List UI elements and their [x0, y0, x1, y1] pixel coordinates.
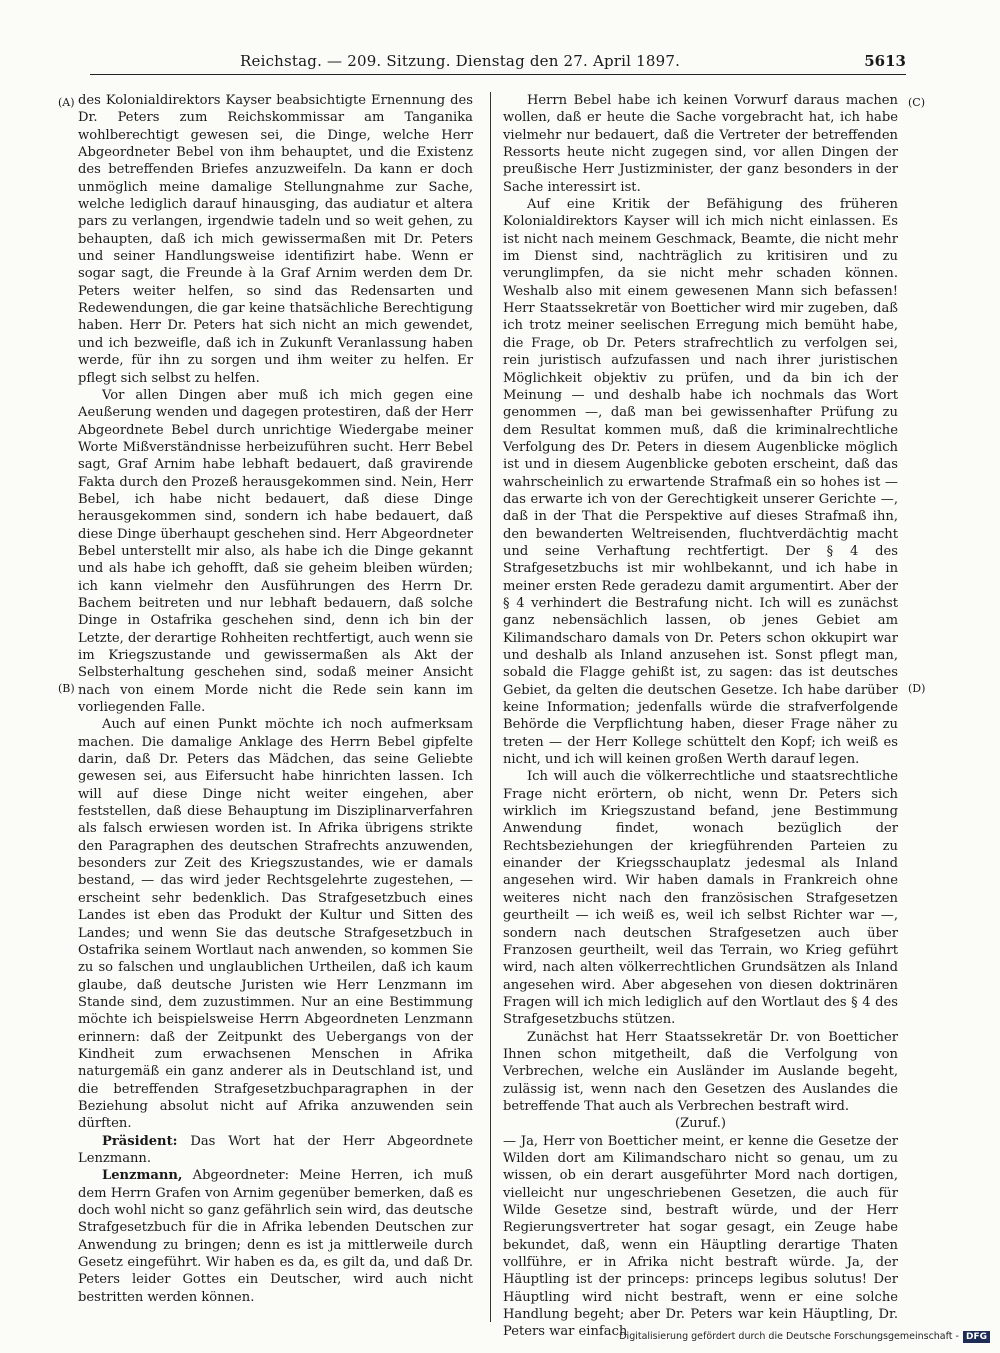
- paragraph: Herrn Bebel habe ich keinen Vorwurf daraus machen wollen, daß er heute die Sache vorgebracht hat, ich habe vielmehr nur bedauert, daß die Vertreter der betreffenden Ressorts heute nicht zugegen sind, vor allen Dingen der preußische Herr Justizminister, der ganz besonders in der Sache interessirt ist.: [503, 93, 898, 195]
- paragraph: Auf eine Kritik der Befähigung des früheren Kolonialdirektors Kayser will ich mich nicht einlassen. Es ist nicht nach meinem Geschmack, Beamte, die nicht mehr im Dienst sind, nachträglich zu kritisiren und zu verunglimpfen, da sie nicht mehr schaden können. Weshalb also mit einem gewesenen Mann sich befassen! Herr Staatssekretär von Boetticher wird mir zugeben, daß ich trotz meiner seelischen Erregung mich bemüht habe, die Frage, ob Dr. Peters strafrechtlich zu verfolgen sei, rein juristisch aufzufassen und nach ihrer juristischen Möglichkeit objektiv zu prüfen, und da bin ich der Meinung — und deshalb habe ich nochmals das Wort genommen —, daß man bei gewissenhafter Prüfung zu dem Resultat kommen muß, daß die kriminalrechtliche Verfolgung des Dr. Peters in diesem Augenblicke möglich ist und in diesem Augenblicke geboten erscheint, daß das wahrscheinlich zu erwartende Strafmaß ein so hohes ist — das erwarte ich von der Gerechtigkeit unserer Gerichte —, daß in der That die Perspektive auf dieses Strafmaß ihn, den bewanderten Weltreisenden, fluchtverdächtig macht und seine Verhaftung rechtfertigt. Der § 4 des Strafgesetzbuchs ist mir wohlbekannt, und ich habe in meiner ersten Rede geradezu damit argumentirt. Aber der § 4 verhindert die Bestrafung nicht. Ich will es zunächst ganz nebensächlich lassen, ob jenes Gebiet am Kilimandscharo damals von Dr. Peters schon okkupirt war und deshalb als Inland anzusehen ist. Sonst pflegt man, sobald die Flagge gehißt ist, zu sagen: das ist deutsches Gebiet, da gelten die deutschen Gesetze. Ich habe darüber keine Information; jedenfalls würde die strafverfolgende Behörde die Verpflichtung haben, dieser Frage näher zu treten — der Herr Kollege schüttelt den Kopf; ich weiß es nicht, und ich will keinen großen Werth darauf legen.: [503, 197, 898, 768]
- page-header: [90, 52, 906, 75]
- paragraph: Zunächst hat Herr Staatssekretär Dr. von Boetticher Ihnen schon mitgetheilt, daß die Verfolgung von Verbrechen, welche ein Ausländer im Auslande begeht, zulässig ist, wenn nach den Gesetzen des Auslandes die betreffende That auch als Verbrechen bestraft wird.: [503, 1029, 898, 1114]
- page-number: 5613: [864, 52, 906, 70]
- running-title: Reichstag. — 209. Sitzung. Dienstag den 27. April 1897.: [240, 52, 681, 70]
- credit-text: Digitalisierung gefördert durch die Deutsche Forschungsgemeinschaft -: [619, 1331, 959, 1342]
- speech-text: Das Wort hat der Herr Abgeordnete Lenzmann.: [78, 1133, 473, 1166]
- speech-text: Abgeordneter: Meine Herren, ich muß dem Herrn Grafen von Arnim gegenüber bemerken, daß es doch wohl nicht so ganz gefährlich sein wird, das deutsche Strafgesetzbuch für die in Afrika lebenden Deutschen zur Anwendung zu bringen; denn es ist ja mittlerweile durch Gesetz eingeführt. Wir haben es da, es gilt da, und daß Dr. Peters leider Gottes ein Deutscher, wird auch nicht bestritten werden können.: [78, 1168, 473, 1305]
- digitization-credit: [619, 1331, 990, 1343]
- dfg-logo: DFG: [963, 1331, 990, 1343]
- margin-marker-b: (B): [58, 682, 75, 695]
- speaker-name: Präsident:: [102, 1133, 178, 1149]
- paragraph: — Ja, Herr von Boetticher meint, er kenne die Gesetze der Wilden dort am Kilimandscharo nicht so genau, um zu wissen, ob ein derart ausgeführter Mord nach dortigen, vielleicht nur ungeschriebenen Gesetzen, die auch für Wilde Gesetze sind, bestraft würde, und der Herr Regierungsvertreter hat sogar gesagt, ein Zeuge habe bekundet, daß, wenn ein Häuptling derartige Thaten vollführe, er in Afrika nicht bestraft würde. Ja, der Häuptling ist der princeps: princeps legibus solutus! Der Häuptling wird nicht bestraft, wenn er eine solche Handlung begeht; aber Dr. Peters war kein Häuptling, Dr. Peters war einfach: [503, 1133, 898, 1340]
- paragraph: Vor allen Dingen aber muß ich mich gegen eine Aeußerung wenden und dagegen protestiren, daß der Herr Abgeordnete Bebel durch unrichtige Wiedergabe meiner Worte Mißverständnisse herbeizuführen sucht. Herr Bebel sagt, Graf Arnim habe lebhaft bedauert, daß gravirende Fakta durch den Prozeß herausgekommen sind. Nein, Herr Bebel, ich habe nicht bedauert, daß diese Dinge herausgekommen sind, sondern ich habe bedauert, daß diese Dinge überhaupt geschehen sind. Herr Abgeordneter Bebel unterstellt mir also, als habe ich die Dinge gekannt und als habe ich gehofft, daß sie geheim bleiben würden; ich kann vielmehr den Ausführungen des Herrn Dr. Bachem beitreten und nur lebhaft bedauern, daß solche Dinge in Ostafrika geschehen sind, denn ich bin der Letzte, der derartige Rohheiten rechtfertigt, auch wenn sie im Kriegszustande und gewissermaßen als Akt der Selbsterhaltung geschehen sind, sodaß meiner Ansicht nach von einem Morde nicht die Rede sein kann im vorliegenden Falle.: [78, 387, 473, 716]
- margin-marker-c: (C): [908, 96, 925, 109]
- speaker-name: Lenzmann,: [102, 1168, 183, 1184]
- paragraph: Auch auf einen Punkt möchte ich noch aufmerksam machen. Die damalige Anklage des Herrn Bebel gipfelte darin, daß Dr. Peters das Mädchen, das seine Geliebte gewesen sei, aus Eifersucht habe hinrichten lassen. Ich will auf diese Dinge nicht weiter eingehen, aber feststellen, daß diese Behauptung im Disziplinarverfahren als falsch erwiesen worden ist. In Afrika übrigens strikte den Paragraphen des deutschen Strafrechts anzuwenden, besonders zur Zeit des Kriegszustandes, wie er damals bestand, — das wird jeder Rechtsgelehrte zugestehen, — erscheint sehr bedenklich. Das Strafgesetzbuch eines Landes ist eben das Produkt der Kultur und Sitten des Landes; und wenn Sie das deutsche Strafgesetzbuch in Ostafrika seinem Wortlaut nach anwenden, so kommen Sie zu so falschen und unglaublichen Urtheilen, daß ich kaum glaube, daß deutsche Juristen wie Herr Lenzmann im Stande sind, dem zuzustimmen. Nur an eine Bestimmung möchte ich beispielsweise Herrn Abgeordneten Lenzmann erinnern: daß der Zeitpunkt des Uebergangs von der Kindheit zum erwachsenen Menschen in Afrika naturgemäß ein ganz anderer als in Deutschland ist, und die betreffenden Strafgesetzbuchparagraphen in der Beziehung absolut nicht auf Afrika anzuwenden sein dürften.: [78, 717, 473, 1132]
- margin-marker-a: (A): [58, 96, 75, 109]
- left-column: [78, 92, 473, 1306]
- interjection: (Zuruf.): [675, 1116, 726, 1132]
- margin-marker-d: (D): [908, 682, 926, 695]
- paragraph: des Kolonialdirektors Kayser beabsichtigte Ernennung des Dr. Peters zum Reichskommissar am Tanganika wohlberechtigt gewesen sei, die Dinge, welche Herr Abgeordneter Bebel von ihm behauptet, und die Existenz des betreffenden Briefes anzuzweifeln. Da kann er doch unmöglich meine damalige Stellungnahme zur Sache, welche lediglich darauf hinausging, das audiatur et altera pars zu verlangen, irgendwie tadeln und so weit gehen, zu behaupten, daß ich mich gewissermaßen mit Dr. Peters und seiner Handlungsweise identifizirt habe. Wenn er sogar sagt, die Freunde à la Graf Arnim werden dem Dr. Peters weiter helfen, so sind das Redensarten und Redewendungen, die gar keine thatsächliche Berechtigung haben. Herr Dr. Peters hat sich nicht an mich gewendet, und ich bezweifle, daß ich in Zukunft Veranlassung haben werde, für ihn zu sorgen und ihm weiter zu helfen. Er pflegt sich selbst zu helfen.: [78, 93, 473, 386]
- paragraph: Ich will auch die völkerrechtliche und staatsrechtliche Frage nicht erörtern, ob nicht, wenn Dr. Peters sich wirklich im Kriegszustand befand, jene Bestimmung Anwendung findet, wonach bezüglich der Rechtsbeziehungen der kriegführenden Parteien zu einander der Kriegsschauplatz jedesmal als Inland angesehen wird. Wir haben damals in Frankreich ohne weiteres nicht nach den französischen Strafgesetzen geurtheilt — ich weiß es, weil ich selbst Richter war —, sondern nach deutschen Strafgesetzen auch über Franzosen geurtheilt, weil das Terrain, wo Krieg geführt wird, nach alten völkerrechtlichen Grundsätzen als Inland angesehen wird. Aber abgesehen von diesen doktrinären Fragen will ich mich lediglich auf den Wortlaut des § 4 des Strafgesetzbuchs stützen.: [503, 769, 898, 1028]
- column-divider: [490, 92, 491, 1322]
- right-column: [503, 92, 898, 1341]
- speaker-paragraph: [78, 1167, 473, 1306]
- speaker-paragraph: [78, 1133, 473, 1168]
